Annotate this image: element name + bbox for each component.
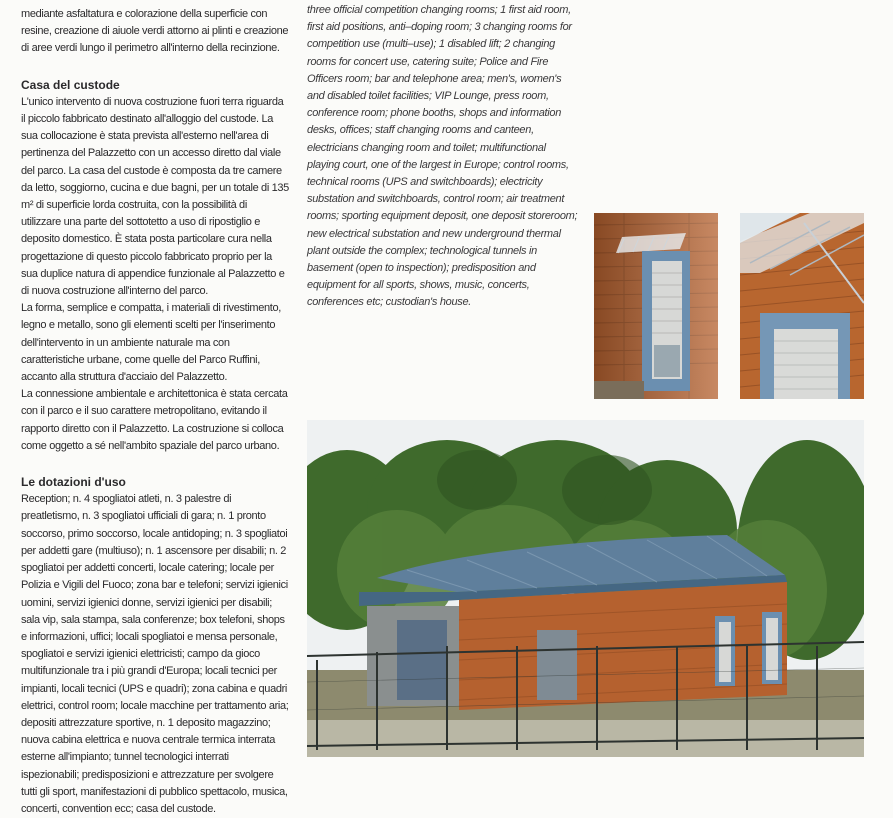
custode-paragraph-1: L'unico intervento di nuova costruzione fuori terra riguarda il piccolo fabbricato destinato all'alloggio del custode. La sua collocazione è stata prevista all'esterno nell'area di pertinenza del Palazzetto con un accesso diretto dal viale del parco. La casa del custode è composta da tre camere da letto, soggiorno, cucina e due bagni, per un totale di 135 m² di superficie lorda costruita, con la possibilità di utilizzare una parte del sottotetto a uso di ripostiglio e deposito domestico. È stata posta particolare cura nella progettazione di questo piccolo fabbricato proprio per la sua duplice natura di appendice funzionale al Palazzetto e di nuova costruzione all'interno del parco. bbox=[21, 95, 289, 298]
photo-window-detail bbox=[594, 213, 718, 399]
custode-paragraph-2: La forma, semplice e compatta, i materiali di rivestimento, legno e metallo, sono gli elementi scelti per l'inserimento dell'intervento in un ambiente naturale ma con caratteristiche urbane, come quelle del Parco Ruffini, accanto alla struttura d'acciaio del Palazzetto. bbox=[21, 302, 281, 384]
heading-dotazioni-uso: Le dotazioni d'uso bbox=[21, 475, 126, 490]
intro-paragraph: mediante asfaltatura e colorazione della superficie con resine, creazione di aiuole verdi attorno ai plinti e creazione di aree verdi lungo il perimetro all'interno della recinzione. bbox=[21, 8, 289, 55]
english-facilities-paragraph: three official competition changing rooms; 1 first aid room, first aid positions, anti–doping room; 3 changing rooms for competition use (multi–use); 1 disabled lift; 2 changing rooms for concert use, catering suite; Police and Fire Officers room; bar and telephone area; men's, women's and disabled toilet facilities; VIP Lounge, press room, conference room; phone booths, shops and information desks, offices; staff changing rooms and canteen, electricians changing room and toilet; multifunctional playing court, one of the largest in Europe; control rooms, technical rooms (UPS and switchboards); electricity substation and switchboards, control room; air treatment rooms; sporting equipment deposit, one deposit storeroom; new electrical substation and new underground thermal plant outside the complex; technological tunnels in basement (open to inspection); predisposition and equipment for all sports, shows, music, concerts, conferences etc; custodian's house. bbox=[307, 4, 578, 309]
photo-awning-detail bbox=[740, 213, 864, 399]
heading-casa-del-custode: Casa del custode bbox=[21, 77, 120, 92]
dotazioni-paragraph: Reception; n. 4 spogliatoi atleti, n. 3 palestre di preatletismo, n. 3 spogliatoi ufficiali di gara; n. 1 pronto soccorso, primo soccorso, locale antidoping; n. 3 spogliatoi per addetti gare (multiuso); n. 1 ascensore per disabili; n. 2 spogliatoi per addetti concerti, locale catering; locale per Polizia e Vigili del Fuoco; zona bar e telefoni; servizi igienici uomini, servizi igienici donne, servizi igienici per disabili; sala vip, sala stampa, sala conferenze; box telefoni, shops e informazioni, uffici; locali spogliatoi e mensa personale, spogliatoi e servizi igienici elettricisti; campo da gioco multifunzionale tra i più grandi d'Europa; locali tecnici per impianti, locali tecnici (UPS e quadri); zona cabina e quadri elettrici, control room; locale macchine per trattamento aria; depositi attrezzature sportive, n. 1 deposito magazzino; nuova cabina elettrica e nuova centrale termica interrata esterne all'impianto; tunnel tecnologici interrati ispezionabili; predisposizioni e attrezzature per svolgere tutti gli sport, manifestazioni di pubblico spettacolo, musica, concerti, convention ecc; casa del custode. bbox=[21, 493, 289, 815]
left-text-column bbox=[21, 6, 289, 818]
custode-paragraph-3: La connessione ambientale e architettonica è stata cercata con il parco e il suo carattere metropolitano, evitando il rapporto diretto con il Palazzetto. La costruzione si colloca come oggetto a sé nell'ambito spaziale del parco urbano. bbox=[21, 388, 288, 452]
photo-custodian-house bbox=[307, 420, 864, 757]
middle-text-column bbox=[307, 2, 579, 312]
